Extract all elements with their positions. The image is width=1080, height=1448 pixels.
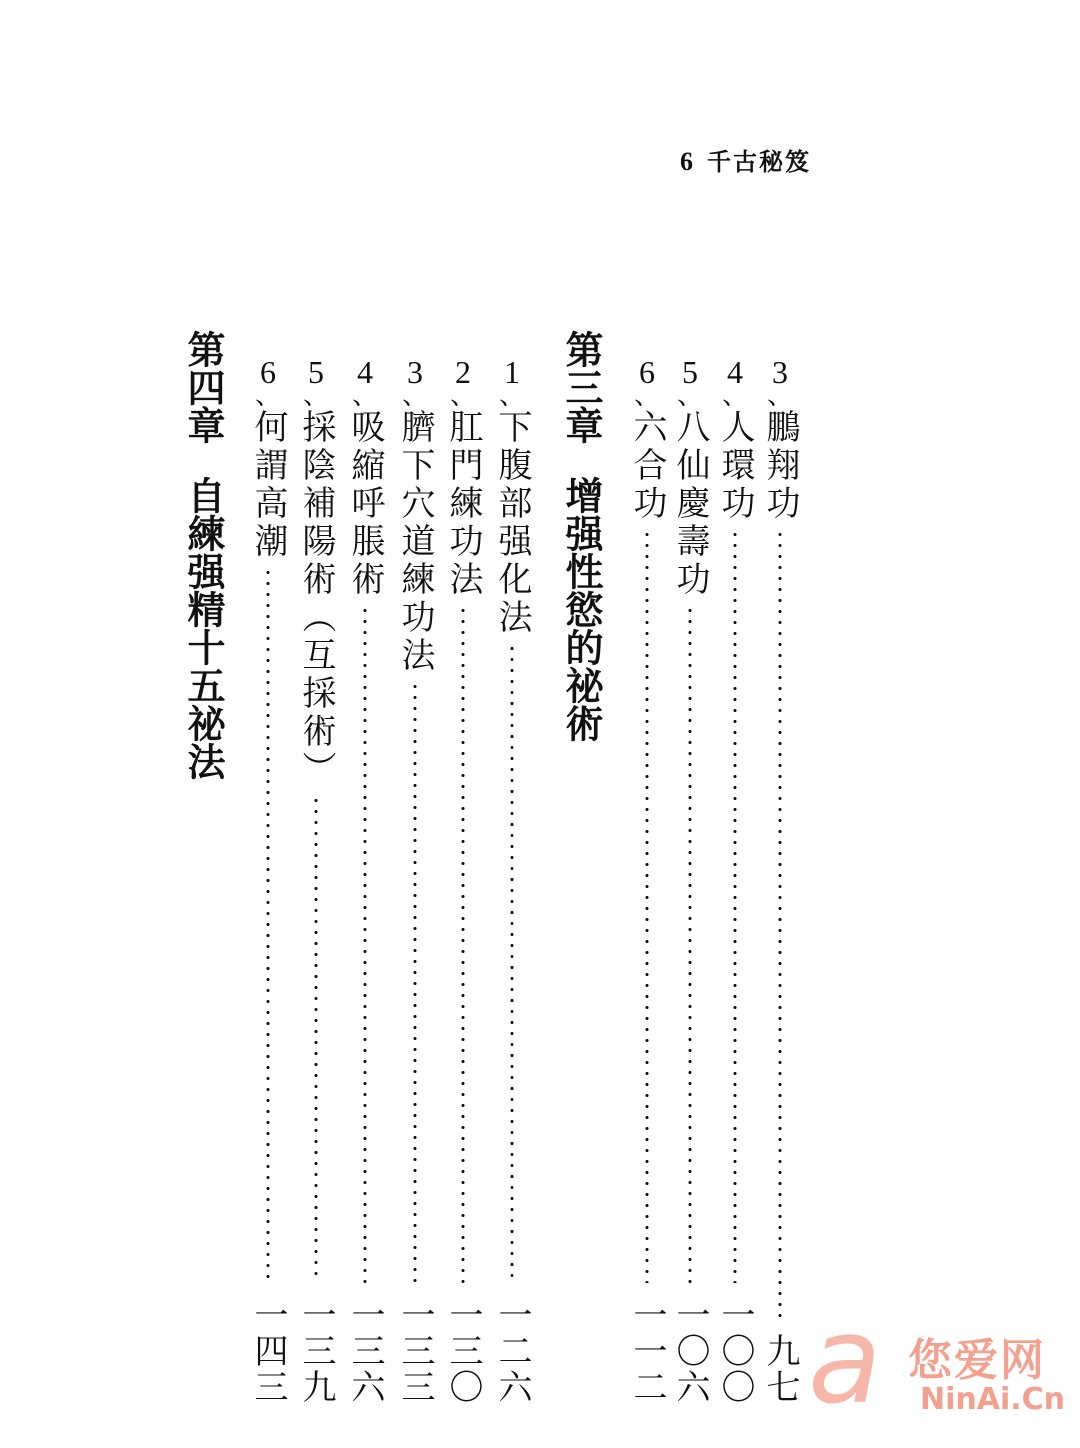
entry-comma: 、 bbox=[351, 381, 378, 411]
entry-page: 一三九 bbox=[296, 1297, 336, 1405]
entry-comma: 、 bbox=[449, 381, 476, 411]
chapter-label: 第四章 bbox=[181, 330, 226, 444]
entry-number: 6 bbox=[260, 354, 276, 390]
entry-comma: 、 bbox=[401, 381, 428, 411]
entry-page: 一三三 bbox=[395, 1297, 435, 1405]
entry-comma: 、 bbox=[766, 381, 793, 411]
entry-number: 1 bbox=[504, 354, 520, 390]
dot-leader bbox=[688, 605, 692, 1283]
entry-page: 一三六 bbox=[345, 1297, 385, 1405]
chapter-title: 增强性慾的祕術 bbox=[559, 476, 604, 742]
entry-number: 5 bbox=[308, 354, 324, 390]
entry-title: 何謂高潮 bbox=[248, 409, 288, 561]
site-watermark bbox=[808, 1292, 1070, 1431]
entry-comma: 、 bbox=[676, 381, 703, 411]
entry-page: 一三〇 bbox=[443, 1297, 483, 1405]
entry-title: 八仙慶壽功 bbox=[670, 409, 710, 599]
book-title: 千古秘笈 bbox=[707, 147, 811, 176]
chapter-heading-3[interactable] bbox=[556, 330, 606, 742]
dot-leader bbox=[266, 567, 270, 1283]
entry-number: 2 bbox=[455, 354, 471, 390]
dot-leader bbox=[733, 529, 737, 1283]
entry-number: 3 bbox=[772, 354, 788, 390]
toc-entry[interactable] bbox=[668, 355, 712, 1405]
entry-number: 6 bbox=[639, 354, 655, 390]
entry-title: 肛門練功法 bbox=[443, 409, 483, 599]
entry-title: 採陰補陽術（互採術） bbox=[296, 409, 336, 789]
toc-entry[interactable] bbox=[758, 355, 802, 1405]
dot-leader bbox=[778, 529, 782, 1319]
entry-number: 3 bbox=[407, 354, 423, 390]
dot-leader bbox=[645, 529, 649, 1283]
toc-entry[interactable] bbox=[625, 355, 669, 1405]
chapter-label: 第三章 bbox=[559, 330, 604, 444]
dot-leader bbox=[510, 643, 514, 1283]
watermark-logo-icon: a bbox=[808, 1292, 882, 1431]
page-number: 6 bbox=[680, 147, 695, 176]
dot-leader bbox=[461, 605, 465, 1283]
toc-entry[interactable] bbox=[246, 355, 290, 1405]
toc-entry[interactable] bbox=[490, 355, 534, 1405]
entry-number: 5 bbox=[682, 354, 698, 390]
entry-comma: 、 bbox=[498, 381, 525, 411]
chapter-title: 自練强精十五祕法 bbox=[181, 476, 226, 780]
entry-comma: 、 bbox=[302, 381, 329, 411]
entry-comma: 、 bbox=[721, 381, 748, 411]
entry-page: 一一二 bbox=[627, 1297, 667, 1405]
entry-title: 鵬翔功 bbox=[760, 409, 800, 523]
toc-entry[interactable] bbox=[393, 355, 437, 1405]
watermark-en-text: NinAi.Cn bbox=[920, 1382, 1066, 1417]
toc-entry[interactable] bbox=[343, 355, 387, 1405]
entry-title: 臍下穴道練功法 bbox=[395, 409, 435, 675]
entry-page: 一二六 bbox=[492, 1297, 532, 1405]
toc-entry[interactable] bbox=[441, 355, 485, 1405]
chapter-heading-4[interactable] bbox=[178, 330, 228, 780]
dot-leader bbox=[363, 605, 367, 1283]
entry-number: 4 bbox=[357, 354, 373, 390]
toc-entry[interactable] bbox=[713, 355, 757, 1405]
running-header bbox=[680, 142, 811, 177]
entry-number: 4 bbox=[727, 354, 743, 390]
entry-title: 人環功 bbox=[715, 409, 755, 523]
entry-title: 六合功 bbox=[627, 409, 667, 523]
entry-page: 一〇六 bbox=[670, 1297, 710, 1405]
entry-comma: 、 bbox=[633, 381, 660, 411]
dot-leader bbox=[413, 681, 417, 1283]
entry-title: 吸縮呼脹術 bbox=[345, 409, 385, 599]
entry-page: 九七 bbox=[760, 1333, 800, 1405]
toc-entry[interactable] bbox=[294, 355, 338, 1405]
entry-title: 下腹部强化法 bbox=[492, 409, 532, 637]
entry-comma: 、 bbox=[254, 381, 281, 411]
entry-page: 一四三 bbox=[248, 1297, 288, 1405]
entry-page: 一〇〇 bbox=[715, 1297, 755, 1405]
dot-leader bbox=[314, 795, 318, 1283]
watermark-cn-text: 您爱网 bbox=[908, 1335, 1046, 1386]
